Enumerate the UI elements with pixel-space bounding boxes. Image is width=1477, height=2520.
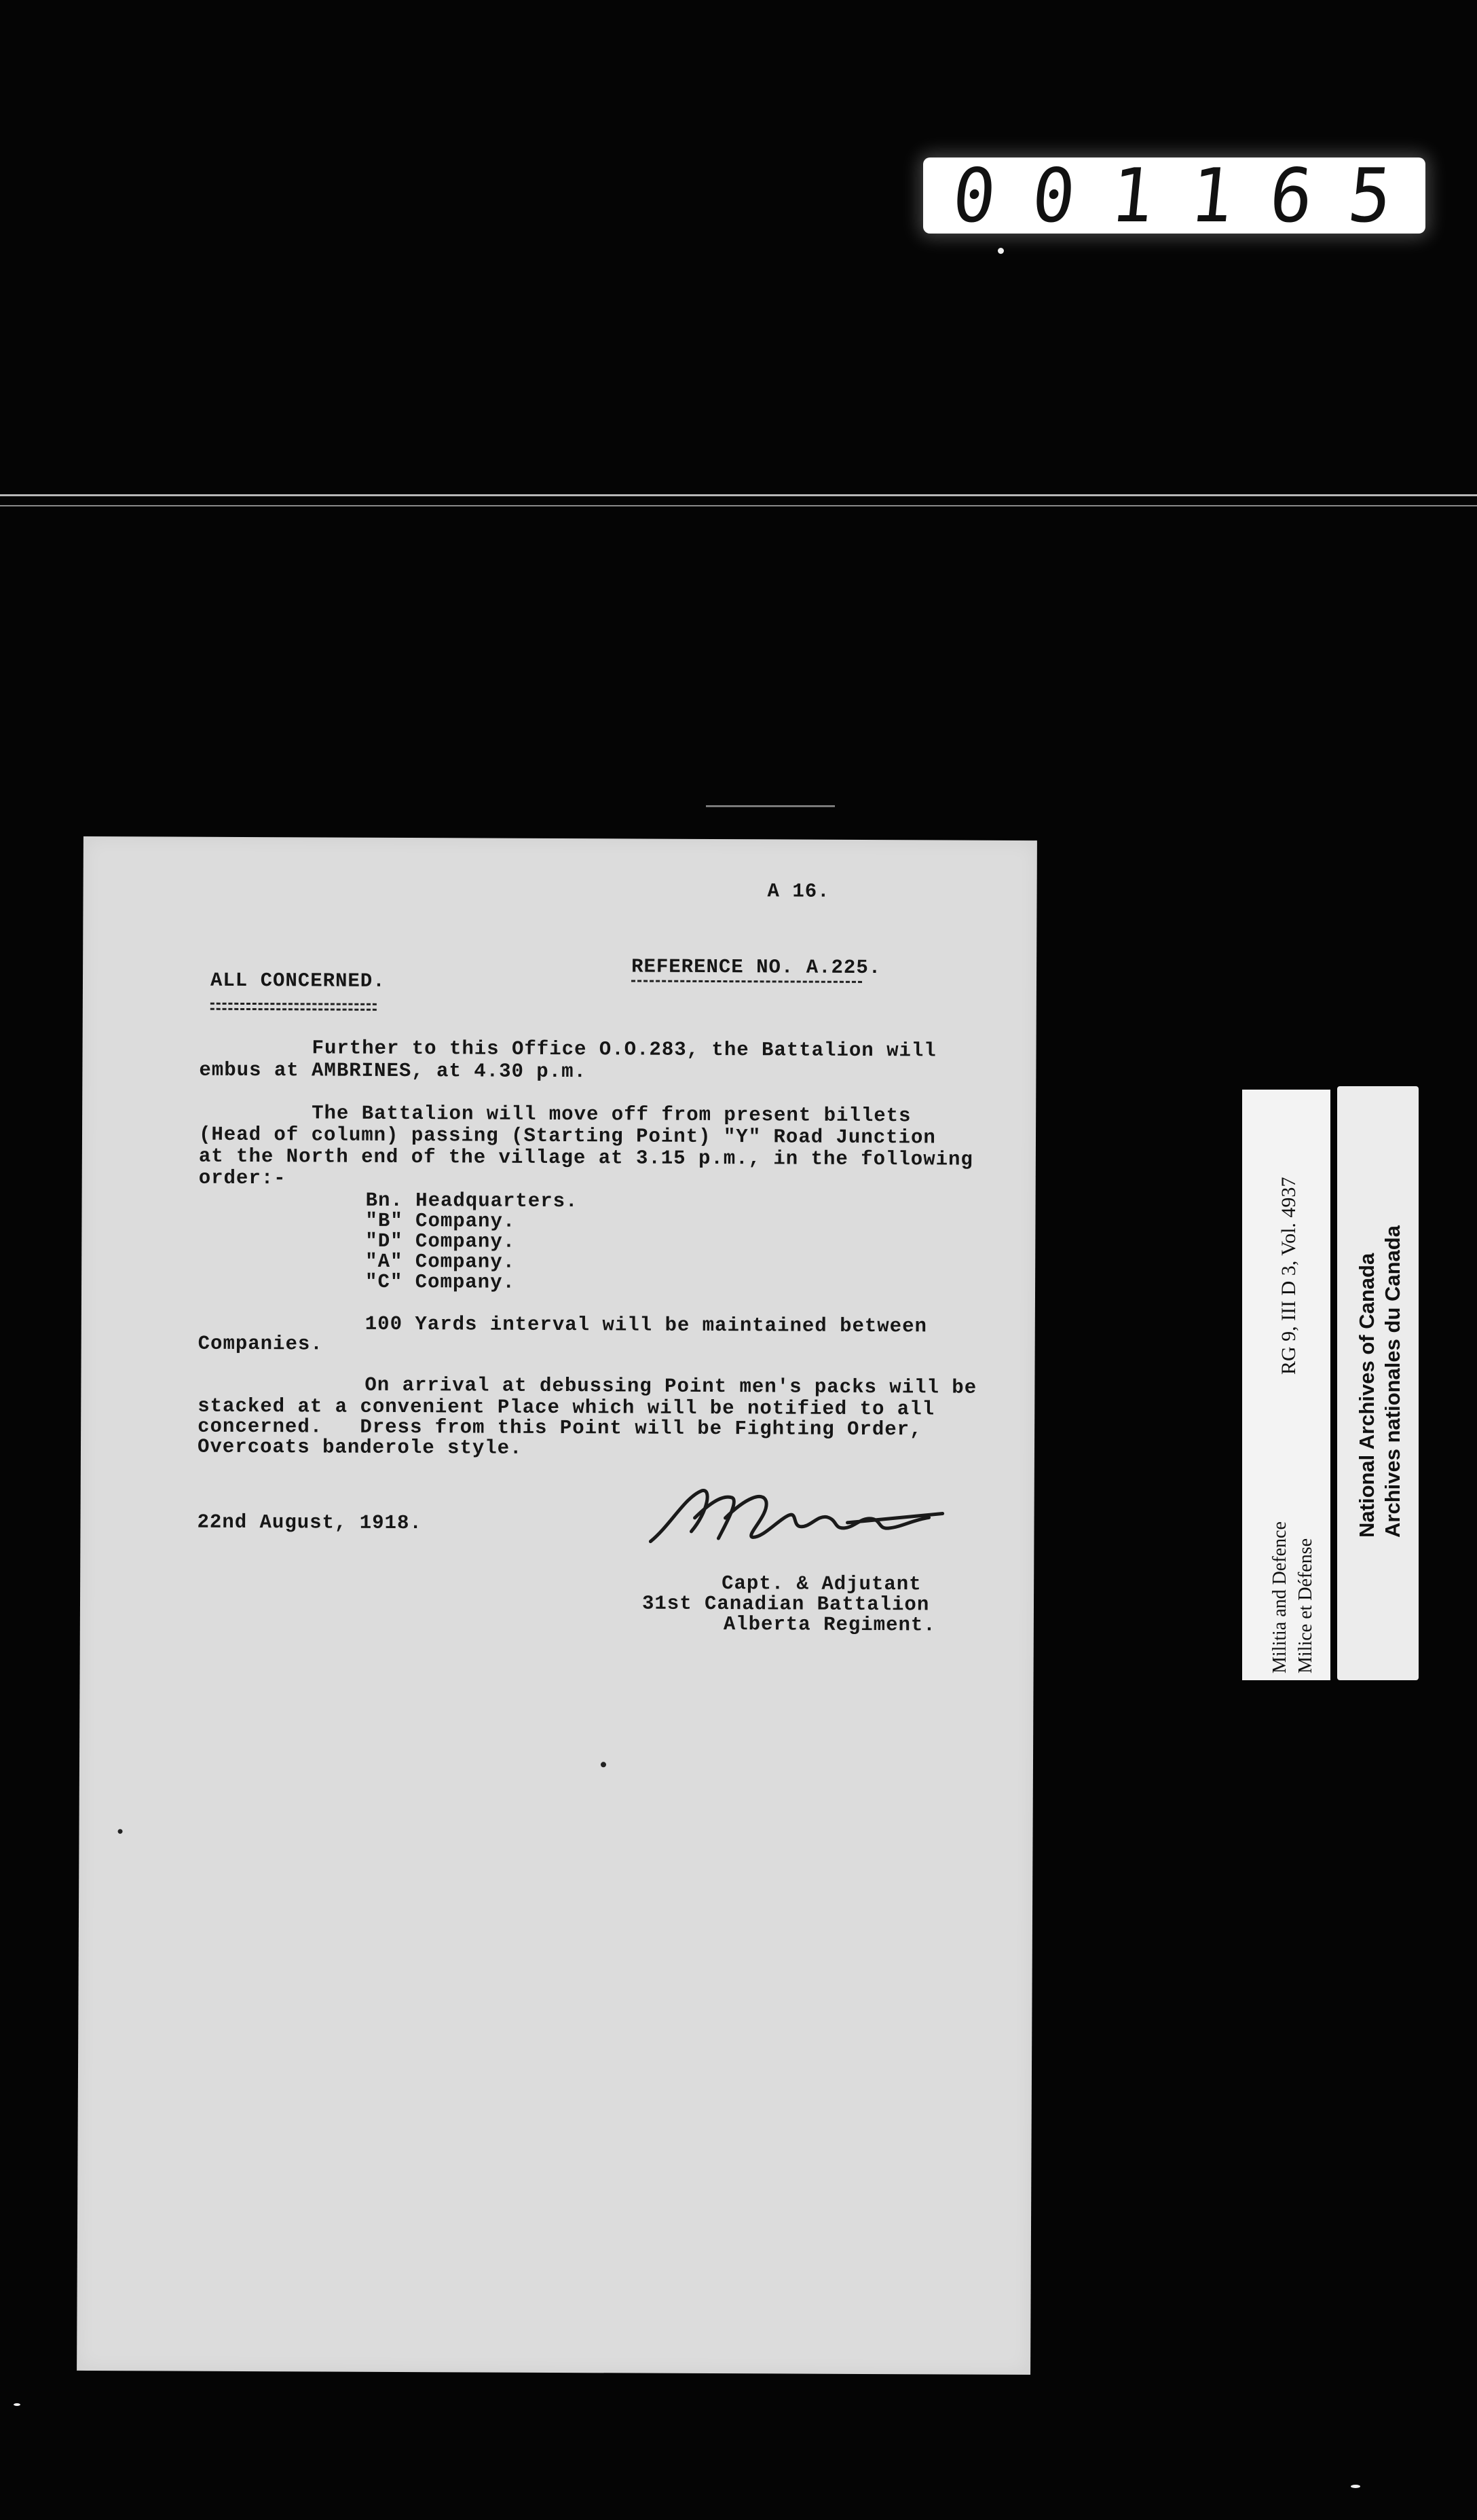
paragraph-line: stacked at a convenient Place which will be notified to all [198, 1394, 935, 1421]
handwritten-signature [643, 1477, 950, 1560]
film-speck [14, 2403, 20, 2406]
frame-digit: 5 [1344, 151, 1400, 240]
archive-label-card [1242, 1090, 1330, 1680]
paragraph-line: 100 Yards interval will be maintained between [364, 1312, 928, 1338]
order-list-item: "C" Company. [365, 1270, 515, 1294]
paragraph-line: Overcoats banderole style. [197, 1435, 523, 1460]
film-scratch [706, 805, 835, 807]
paragraph-line: at the North end of the village at 3.15 p.m., in the following [198, 1145, 973, 1171]
paragraph-line: concerned. Dress from this Point will be Fighting Order, [198, 1415, 922, 1441]
document-page [77, 836, 1037, 2375]
frame-digit: 1 [1106, 151, 1163, 240]
signature-line: Alberta Regiment. [723, 1613, 936, 1637]
page-number: A 16. [767, 880, 830, 903]
paragraph-line: Further to this Office O.O.283, the Battalion will [312, 1037, 937, 1062]
film-speck [1351, 2485, 1360, 2488]
paragraph-line: On arrival at debussing Point men's packs will be [364, 1373, 977, 1399]
signature-line: 31st Canadian Battalion [641, 1592, 930, 1616]
order-list-item: "A" Company. [365, 1250, 516, 1274]
archive-name-en: National Archives of Canada [1355, 1253, 1379, 1538]
paragraph-line: Companies. [198, 1332, 323, 1356]
film-speck [998, 248, 1004, 254]
archive-name-fr: Archives nationales du Canada [1381, 1225, 1404, 1538]
addressee-underline [210, 1008, 377, 1011]
archive-reference: RG 9, III D 3, Vol. 4937 [1277, 1176, 1300, 1375]
archive-institution-card [1337, 1086, 1419, 1680]
department-name-en: Militia and Defence [1269, 1521, 1290, 1673]
addressee: ALL CONCERNED. [210, 969, 386, 993]
paper-speck [601, 1762, 606, 1767]
order-list-item: "B" Company. [365, 1209, 516, 1233]
paragraph-line: (Head of column) passing (Starting Point) "Y" Road Junction [198, 1123, 936, 1149]
paper-speck [118, 1829, 123, 1834]
reference-number: REFERENCE NO. A.225. [631, 955, 882, 980]
addressee-underline [210, 1003, 377, 1005]
frame-counter [923, 151, 1425, 240]
signature-line: Capt. & Adjutant [722, 1572, 922, 1596]
document-date: 22nd August, 1918. [197, 1511, 422, 1535]
film-separator [0, 505, 1477, 506]
paragraph-line: The Battalion will move off from present billets [312, 1102, 912, 1128]
paragraph-line: order:- [198, 1166, 286, 1190]
order-list-item: Bn. Headquarters. [365, 1189, 578, 1213]
paragraph-line: embus at AMBRINES, at 4.30 p.m. [199, 1058, 587, 1083]
frame-digit: 6 [1265, 151, 1321, 240]
frame-digit: 1 [1186, 151, 1242, 240]
frame-digit: 0 [1028, 151, 1083, 240]
order-list-item: "D" Company. [365, 1229, 516, 1253]
frame-digit: 0 [948, 151, 1005, 240]
reference-underline [631, 980, 862, 982]
department-name-fr: Milice et Défense [1295, 1538, 1316, 1673]
film-separator [0, 494, 1477, 496]
